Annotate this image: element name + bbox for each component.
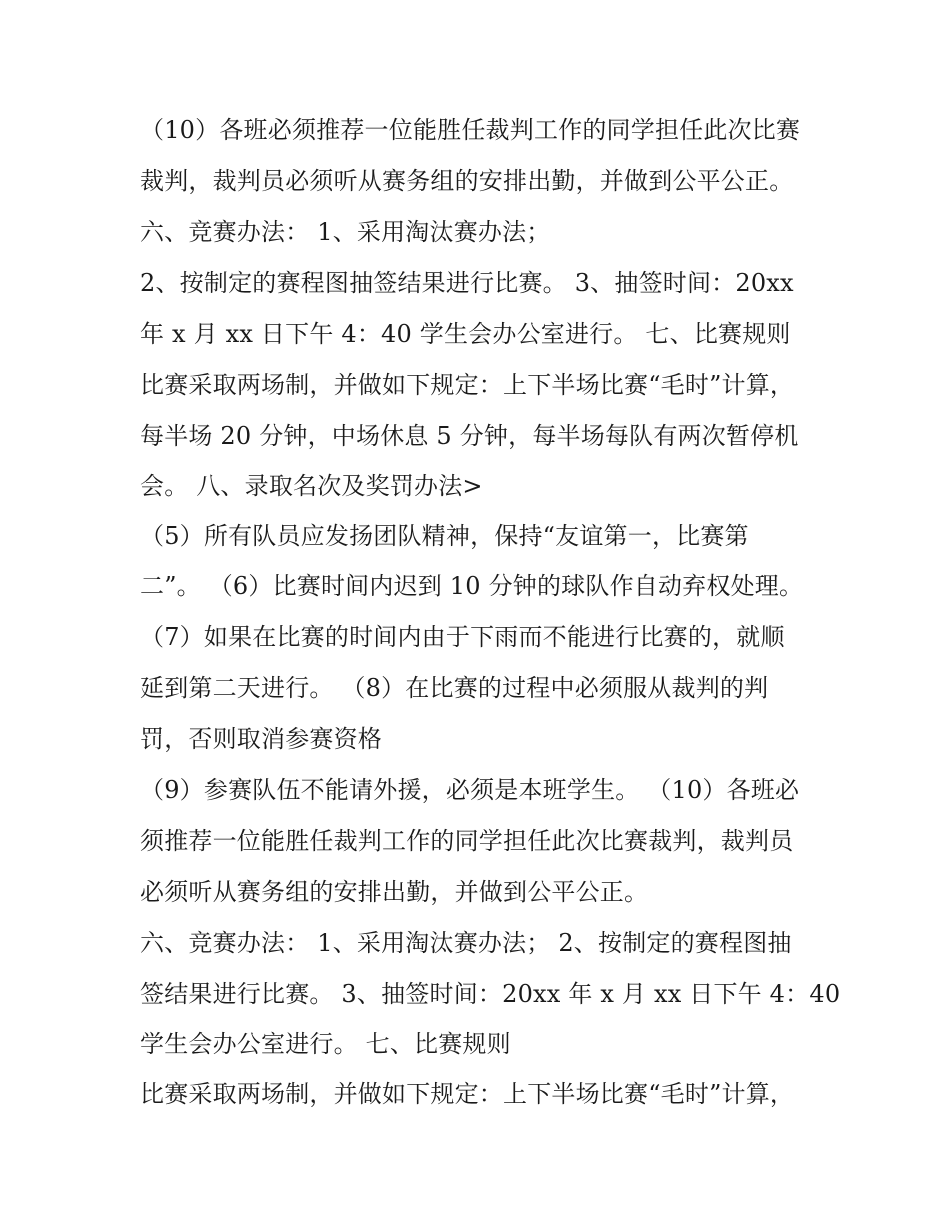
text-line: 罚，否则取消参赛资格 [140, 725, 382, 753]
text-line: （5）所有队员应发扬团队精神，保持“友谊第一，比赛第 [140, 522, 749, 550]
text-line: 六、竞赛办法： 1、采用淘汰赛办法； 2、按制定的赛程图抽 [140, 929, 792, 957]
text-line: 签结果进行比赛。 3、抽签时间：20xx 年 x 月 xx 日下午 4：40 [140, 980, 841, 1008]
text-line: （9）参赛队伍不能请外援，必须是本班学生。 （10）各班必 [140, 776, 800, 804]
text-line: 二”。 （6）比赛时间内迟到 10 分钟的球队作自动弃权处理。 [140, 572, 804, 600]
text-line: 六、竞赛办法： 1、采用淘汰赛办法； [140, 218, 551, 246]
text-line: 2、按制定的赛程图抽签结果进行比赛。 3、抽签时间：20xx [140, 269, 794, 297]
text-line: 学生会办公室进行。 七、比赛规则 [140, 1030, 511, 1058]
text-line: 年 x 月 xx 日下午 4：40 学生会办公室进行。 七、比赛规则 [140, 320, 791, 348]
text-line: 裁判，裁判员必须听从赛务组的安排出勤，并做到公平公正。 [140, 167, 794, 195]
text-line: （10）各班必须推荐一位能胜任裁判工作的同学担任此次比赛 [140, 116, 801, 144]
text-line: （7）如果在比赛的时间内由于下雨而不能进行比赛的，就顺 [140, 623, 785, 651]
text-line: 每半场 20 分钟，中场休息 5 分钟，每半场每队有两次暂停机 [140, 422, 799, 450]
text-line: 会。 八、录取名次及奖罚办法> [140, 472, 483, 500]
text-line: 须推荐一位能胜任裁判工作的同学担任此次比赛裁判，裁判员 [140, 827, 794, 855]
text-line: 比赛采取两场制，并做如下规定：上下半场比赛“毛时”计算， [140, 371, 795, 399]
text-line: 延到第二天进行。 （8）在比赛的过程中必须服从裁判的判 [140, 674, 769, 702]
text-line: 比赛采取两场制，并做如下规定：上下半场比赛“毛时”计算， [140, 1080, 795, 1108]
text-line: 必须听从赛务组的安排出勤，并做到公平公正。 [140, 878, 649, 906]
